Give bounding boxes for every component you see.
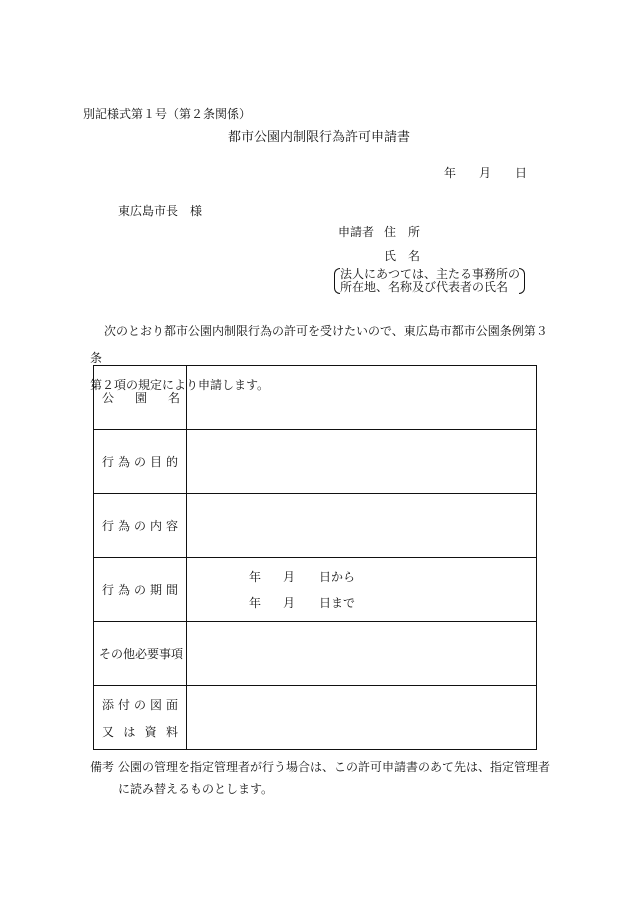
table-row-attachments [94, 686, 537, 750]
notes [90, 756, 550, 800]
page-title: 都市公園内制限行為許可申請書 [228, 130, 411, 145]
request-statement-line2: 第２項の規定により申請します。 [90, 378, 270, 392]
name-label: 氏 名 [384, 249, 421, 263]
right-bracket [519, 268, 525, 294]
table-row-other [94, 622, 537, 686]
applicant-note-line1: 法人にあつては、主たる事務所の [340, 267, 521, 281]
application-table [93, 365, 537, 750]
date-month-label: 月 [479, 166, 492, 180]
table-row-park-name [94, 366, 537, 430]
address-label: 住 所 [384, 225, 421, 239]
attachments-label: 添 付 の 図 面 又 は 資 料 [94, 686, 187, 750]
park-name-field[interactable] [187, 366, 537, 430]
notes-line1: 備考 公園の管理を指定管理者が行う場合は、この許可申請書のあて先は、指定管理者 [90, 756, 550, 778]
period-label: 行 為 の 期 間 [94, 558, 187, 622]
other-label: その他必要事項 [94, 622, 187, 686]
date-year-label: 年 [444, 166, 457, 180]
period-from: 年 月 日から [249, 569, 356, 584]
form-id: 別記様式第１号（第２条関係） [83, 107, 252, 121]
notes-label: 備考 [90, 760, 115, 774]
attachments-field[interactable] [187, 686, 537, 750]
applicant-note-text [340, 268, 520, 294]
date-line [444, 166, 527, 180]
other-field[interactable] [187, 622, 537, 686]
period-field[interactable] [187, 558, 537, 622]
table-row-purpose [94, 430, 537, 494]
applicant-note-line2: 所在地、名称及び代表者の氏名 [340, 280, 509, 294]
purpose-label: 行 為 の 目 的 [94, 430, 187, 494]
request-statement-line1: 次のとおり都市公園内制限行為の許可を受けたいので、東広島市都市公園条例第３条 [90, 324, 548, 365]
period-lines [187, 564, 536, 616]
content-field[interactable] [187, 494, 537, 558]
addressee: 東広島市長 様 [118, 204, 203, 218]
table-row-period [94, 558, 537, 622]
table-row-content [94, 494, 537, 558]
period-to: 年 月 日まで [249, 595, 356, 610]
content-label: 行 為 の 内 容 [94, 494, 187, 558]
applicant-label: 申請者 [338, 225, 375, 239]
purpose-field[interactable] [187, 430, 537, 494]
date-day-label: 日 [515, 166, 528, 180]
notes-line2: に読み替えるものとします。 [118, 782, 274, 796]
park-name-label: 公 園 名 [94, 366, 187, 430]
applicant-note [334, 268, 526, 294]
